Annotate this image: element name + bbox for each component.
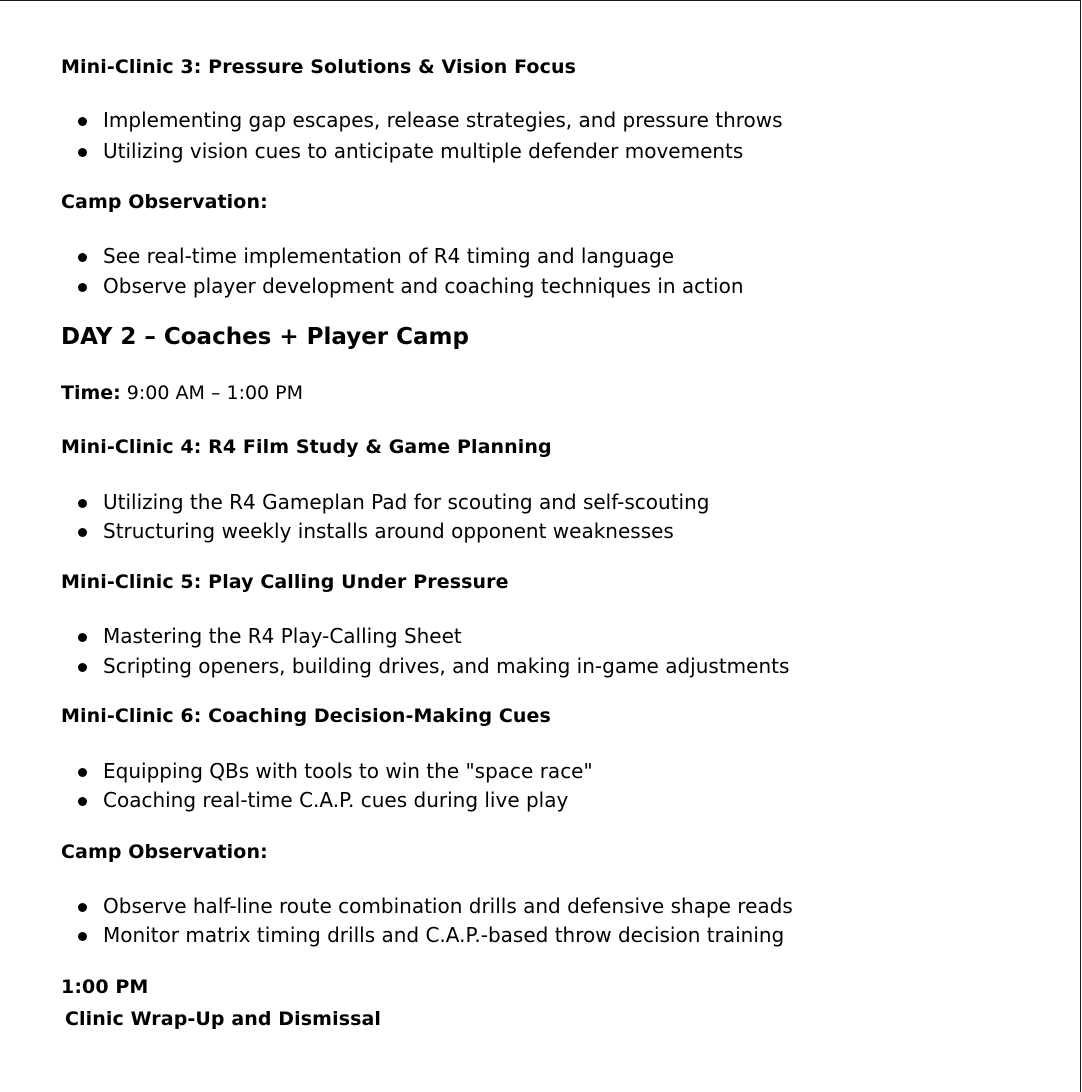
bullet-icon bbox=[78, 528, 87, 537]
bullet-icon bbox=[78, 117, 87, 126]
wrap-up-title: Clinic Wrap-Up and Dismissal bbox=[65, 1008, 382, 1030]
list-item-text: Coaching real-time C.A.P. cues during live play bbox=[103, 788, 569, 812]
bullet-icon bbox=[78, 283, 87, 292]
list-item-text: Scripting openers, building drives, and making in-game adjustments bbox=[103, 654, 790, 678]
list-item-text: Equipping QBs with tools to win the "space race" bbox=[103, 759, 593, 783]
list-item-text: Implementing gap escapes, release strategies, and pressure throws bbox=[103, 108, 783, 132]
list-item-text: Observe player development and coaching techniques in action bbox=[103, 274, 744, 298]
bullet-icon bbox=[78, 932, 87, 941]
day-2-heading: DAY 2 – Coaches + Player Camp bbox=[61, 324, 469, 350]
bullet-icon bbox=[78, 903, 87, 912]
list-item-text: Structuring weekly installs around opponent weaknesses bbox=[103, 519, 674, 543]
bullet-icon bbox=[78, 768, 87, 777]
list-item-text: See real-time implementation of R4 timing and language bbox=[103, 244, 675, 268]
time-value: 9:00 AM – 1:00 PM bbox=[120, 382, 304, 404]
bullet-icon bbox=[78, 663, 87, 672]
bullet-icon bbox=[78, 253, 87, 262]
bullet-icon bbox=[78, 148, 87, 157]
time-label: Time: bbox=[61, 382, 121, 404]
camp-observation-heading: Camp Observation: bbox=[61, 841, 268, 863]
mini-clinic-4-heading: Mini-Clinic 4: R4 Film Study & Game Planning bbox=[61, 436, 552, 458]
day-2-time bbox=[61, 381, 303, 405]
list-item-text: Mastering the R4 Play-Calling Sheet bbox=[103, 624, 462, 648]
mini-clinic-3-heading: Mini-Clinic 3: Pressure Solutions & Vision Focus bbox=[61, 56, 576, 78]
list-item-text: Utilizing vision cues to anticipate multiple defender movements bbox=[103, 139, 744, 163]
list-item-text: Observe half-line route combination drills and defensive shape reads bbox=[103, 894, 793, 918]
mini-clinic-6-heading: Mini-Clinic 6: Coaching Decision-Making Cues bbox=[61, 705, 551, 727]
bullet-icon bbox=[78, 499, 87, 508]
wrap-up-time: 1:00 PM bbox=[61, 976, 149, 998]
list-item-text: Monitor matrix timing drills and C.A.P.-based throw decision training bbox=[103, 923, 785, 947]
mini-clinic-5-heading: Mini-Clinic 5: Play Calling Under Pressure bbox=[61, 571, 509, 593]
list-item-text: Utilizing the R4 Gameplan Pad for scouting and self-scouting bbox=[103, 490, 710, 514]
bullet-icon bbox=[78, 633, 87, 642]
bullet-icon bbox=[78, 797, 87, 806]
camp-observation-heading: Camp Observation: bbox=[61, 191, 268, 213]
